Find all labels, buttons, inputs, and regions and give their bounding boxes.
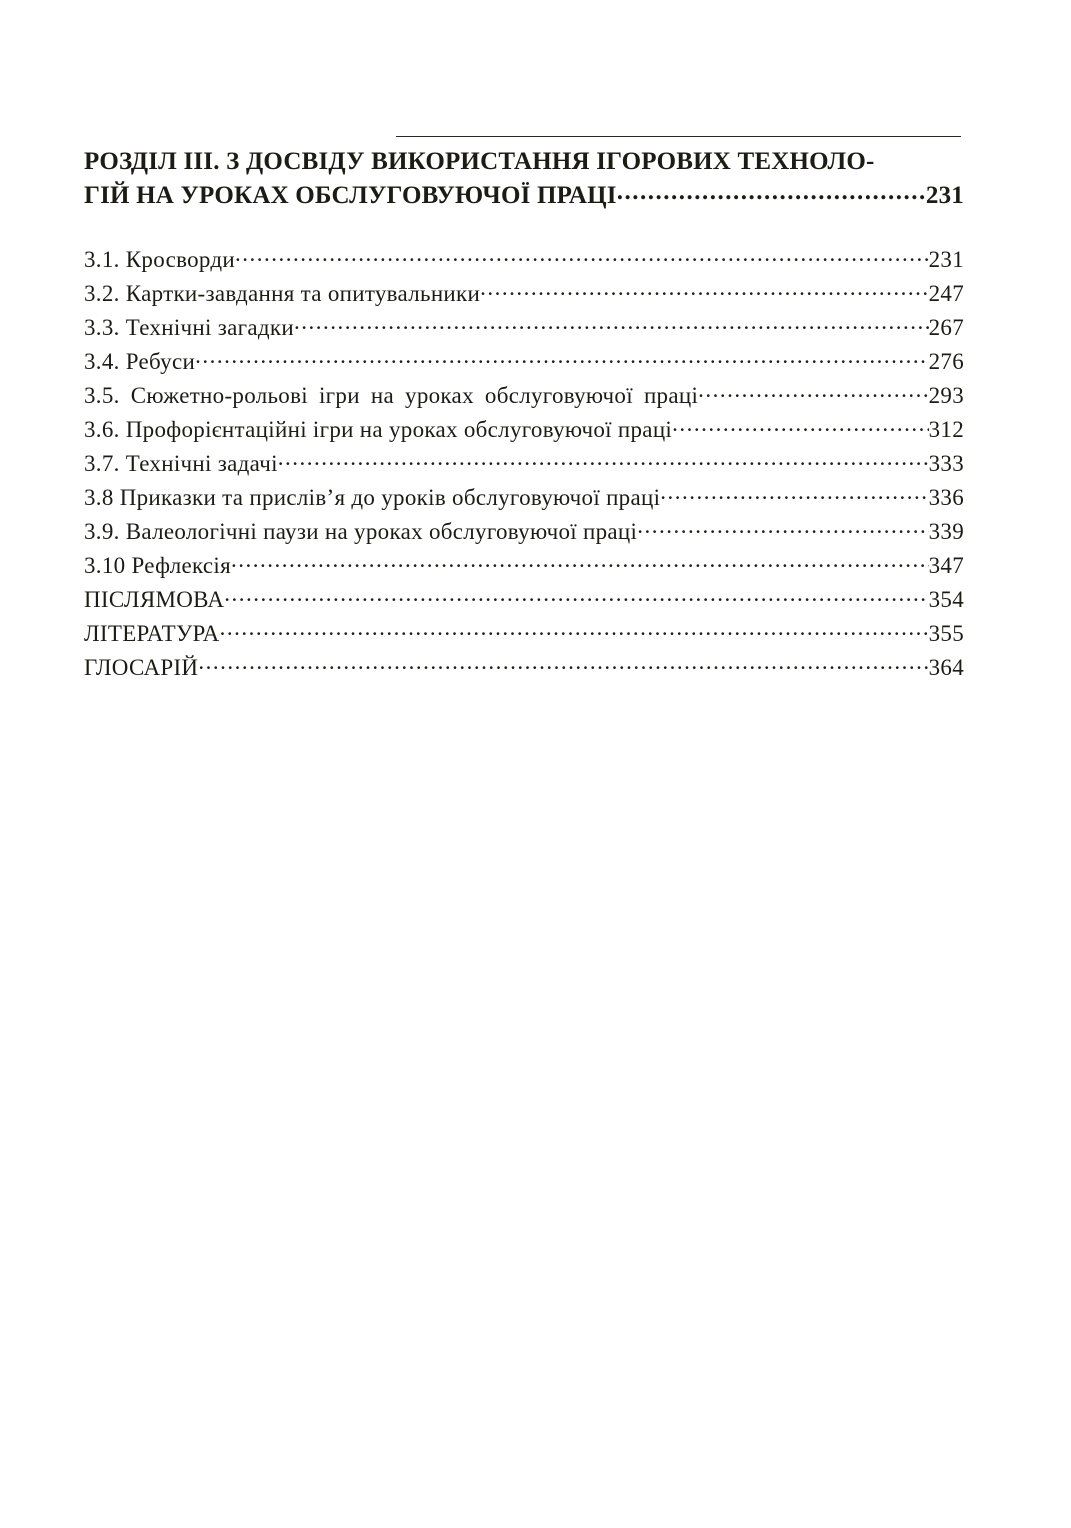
toc-entry-title: 3.1. Кросворди <box>84 247 235 272</box>
toc-entry <box>84 583 964 617</box>
toc-entry-page: 312 <box>928 417 964 442</box>
dot-leader <box>660 482 928 505</box>
toc-entry <box>84 481 964 515</box>
toc-entry-title: 3.8 Приказки та прислів’я до уроків обслуговуючої праці <box>84 485 661 510</box>
toc-entry <box>84 515 964 549</box>
dot-leader <box>480 278 928 301</box>
toc-entry-title: 3.4. Ребуси <box>84 349 196 374</box>
toc-entry-title: ЛІТЕРАТУРА <box>84 621 220 646</box>
toc-entry-title: 3.2. Картки-завдання та опитувальники <box>84 281 481 306</box>
toc-entry-page: 339 <box>928 519 964 544</box>
toc-entry <box>84 447 964 481</box>
dot-leader <box>231 550 929 573</box>
toc-entry-title: 3.10 Рефлексія <box>84 553 231 578</box>
dot-leader <box>198 652 928 675</box>
toc-entry-page: 267 <box>928 315 964 340</box>
toc-entry <box>84 243 964 277</box>
toc-entry-title: ПІСЛЯМОВА <box>84 587 225 612</box>
toc-entry-title: 3.9. Валеологічні паузи на уроках обслуговуючої праці <box>84 519 638 544</box>
toc-entry <box>84 549 964 583</box>
toc-entry-page: 276 <box>928 349 964 374</box>
toc-entry-page: 231 <box>928 247 964 272</box>
dot-leader <box>220 618 929 641</box>
toc-entry-title: 3.3. Технічні загадки <box>84 315 294 340</box>
dot-leader <box>235 244 929 267</box>
toc-entry-page: 354 <box>928 587 964 612</box>
dot-leader <box>672 414 928 437</box>
toc-entry <box>84 277 964 311</box>
toc-entry <box>84 379 964 413</box>
section-heading-line-2 <box>84 178 964 211</box>
dot-leader <box>195 346 929 369</box>
toc-entry <box>84 651 964 685</box>
toc-entry-page: 247 <box>928 281 964 306</box>
toc-entry-title: ГЛОСАРІЙ <box>84 655 199 680</box>
section-heading-line-1: РОЗДІЛ ІІІ. З ДОСВІДУ ВИКОРИСТАННЯ ІГОРОВИХ ТЕХНОЛО- <box>84 148 875 175</box>
toc-entry <box>84 345 964 379</box>
toc-entry-page: 364 <box>928 655 964 680</box>
header-rule <box>396 136 961 137</box>
toc-entry-page: 347 <box>928 553 964 578</box>
toc-entry-page: 293 <box>928 383 964 408</box>
toc-entries <box>84 243 964 685</box>
toc-entry-page: 355 <box>928 621 964 646</box>
dot-leader <box>278 448 929 471</box>
toc-entry-page: 336 <box>928 485 964 510</box>
toc-entry <box>84 311 964 345</box>
toc-entry-page: 333 <box>928 451 964 476</box>
section-heading <box>84 145 964 211</box>
dot-leader <box>294 312 929 335</box>
toc-entry-title: 3.6. Профорієнтаційні ігри на уроках обслуговуючої праці <box>84 417 673 442</box>
dot-leader <box>637 516 928 539</box>
dot-leader <box>617 178 926 203</box>
section-heading-title: ГІЙ НА УРОКАХ ОБСЛУГОВУЮЧОЇ ПРАЦІ <box>84 182 617 209</box>
toc-entry <box>84 617 964 651</box>
section-heading-page: 231 <box>925 182 964 209</box>
dot-leader <box>224 584 928 607</box>
dot-leader <box>698 380 928 403</box>
toc-entry-title: 3.7. Технічні задачі <box>84 451 278 476</box>
toc-entry-title: 3.5. Сюжетно-рольові ігри на уроках обслуговуючої праці <box>84 383 699 408</box>
toc-entry <box>84 413 964 447</box>
